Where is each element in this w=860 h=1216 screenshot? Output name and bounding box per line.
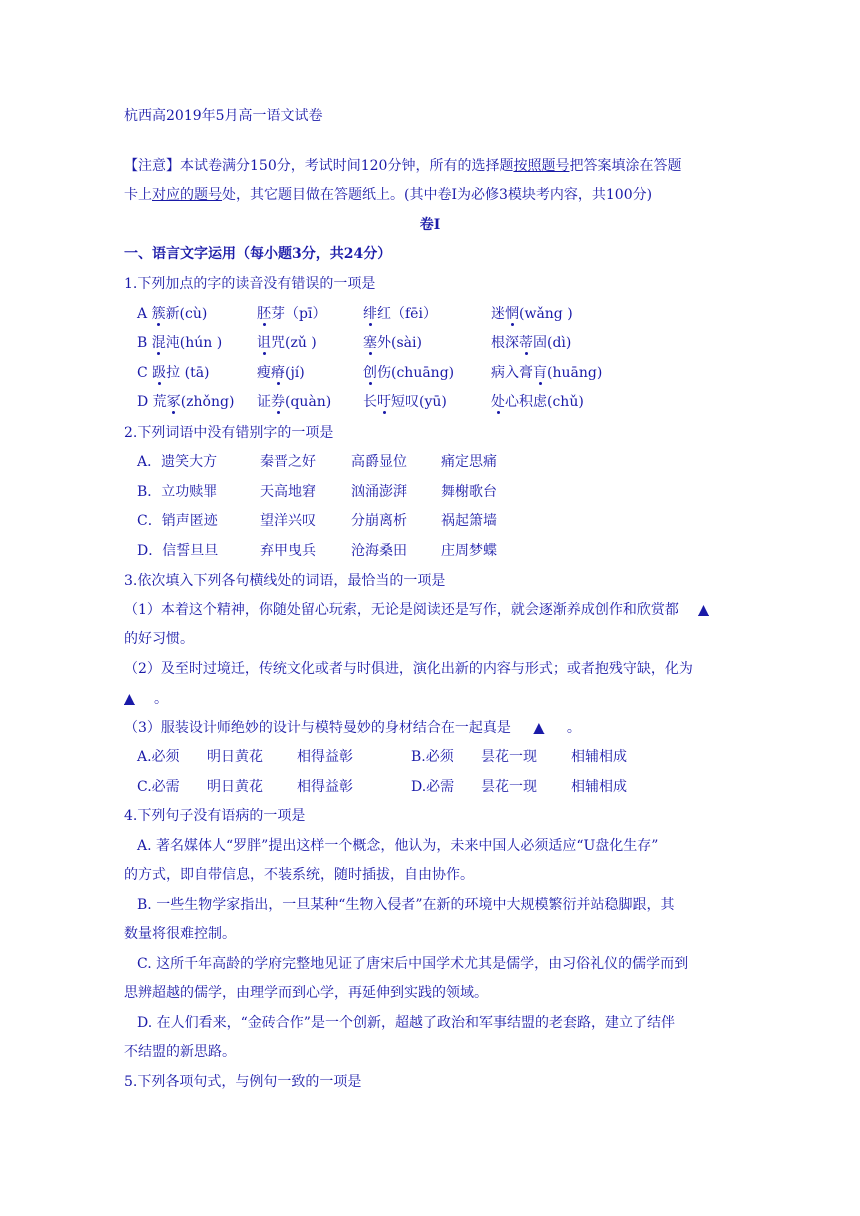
question-4-option-d: D. 在人们看来，“金砖合作”是一个创新，超越了政治和军事结盟的老套路，建立了结伴 [137,1015,675,1031]
option-item: 相辅相成 [571,749,627,765]
option-item [137,364,210,382]
option-item: C.必需 [137,779,180,795]
option-text: 芽（pī） [271,306,327,322]
option-item: 望洋兴叹 [260,513,316,529]
option-text: 伤(chuāng) [377,365,455,381]
option-item [491,334,571,352]
dotted-character: 诅 [257,335,271,351]
option-item [257,334,317,352]
question-4-option-a: A. 著名媒体人“罗胖”提出这样一个概念，他认为，未来中国人必须适应“U盘化生存” [137,838,659,854]
dotted-character: 处 [491,394,505,410]
option-item: 明日黄花 [207,779,263,795]
option-item [363,393,447,411]
notice-text: 【注意】本试卷满分150分，考试时间120分钟，所有的选择题 [124,158,514,174]
question-4-stem: 4.下列句子没有语病的一项是 [124,808,306,824]
dotted-character: 冢 [166,394,181,410]
question-4-option-a-cont: 的方式，即自带信息，不装系统，随时插拔，自由协作。 [124,867,474,883]
notice-line-2 [124,186,652,204]
option-item: 汹涌澎湃 [351,484,407,500]
dotted-character: 绯 [363,306,377,322]
question-4-option-d-cont: 不结盟的新思路。 [124,1044,236,1060]
option-text: (wǎng ) [519,306,573,322]
option-text: 长 [363,394,377,410]
option-item [137,305,207,323]
dotted-character: 胚 [257,306,271,322]
dotted-character: 瘠 [271,365,285,381]
option-item [363,334,422,352]
option-item: 分崩离析 [351,513,407,529]
dotted-character: 创 [363,365,377,381]
question-2-stem: 2.下列词语中没有错别字的一项是 [124,425,334,441]
question-3-sentence-1 [124,601,709,619]
option-text: 瘦 [257,365,271,381]
dotted-character: 肓 [533,365,547,381]
answer-blank: ▲ [698,602,709,618]
option-text: 心积虑(chǔ) [505,394,584,410]
question-3-sentence-1-cont: 的好习惯。 [124,631,194,647]
option-item: B.必须 [411,749,454,765]
option-item [491,364,602,382]
option-item [363,364,454,382]
option-item [491,305,573,323]
option-text: 短叹(yū) [391,394,447,410]
dotted-character: 簇 [151,306,166,322]
sentence-text: （1）本着这个精神，你随处留心玩索，无论是阅读还是写作，就会逐渐养成创作和欣赏都 [124,602,679,618]
notice-underlined: 对应的题号 [152,187,222,203]
dotted-character: 蒂 [519,335,533,351]
question-3-sentence-2-cont [124,690,168,708]
question-4-option-b-cont: 数量将很难控制。 [124,926,236,942]
option-item [491,393,584,411]
dotted-character: 券 [271,394,285,410]
notice-underlined: 按照题号 [513,158,570,174]
option-text: 固(dì) [533,335,572,351]
option-item: 明日黄花 [207,749,263,765]
option-item: 祸起箫墙 [441,513,497,529]
option-item [257,305,326,323]
option-item: D.必需 [411,779,455,795]
option-item: 痛定思痛 [441,454,497,470]
option-text: (quàn) [285,394,332,410]
option-text: C [137,365,153,381]
option-item: 沧海桑田 [351,543,407,559]
option-text: 拉 (tā) [166,365,210,381]
option-text: 新(cù) [165,306,208,322]
volume-heading: 卷Ⅰ [419,217,441,233]
option-text: (huāng) [547,365,603,381]
option-text: A [137,306,152,322]
answer-blank: ▲ [533,720,545,736]
option-item: 相辅相成 [571,779,627,795]
question-4-option-b: B. 一些生物学家指出，一旦某种“生物入侵者”在新的环境中大规模繁衍并站稳脚跟，其 [137,897,675,913]
section-heading: 一、语言文字运用（每小题3分，共24分） [124,246,392,262]
sentence-text: 。 [566,720,581,736]
option-item [257,364,305,382]
notice-text: 卡上 [124,187,152,203]
option-text: 迷 [491,306,505,322]
dotted-character: 混 [151,335,166,351]
answer-blank: ▲ [124,691,135,707]
option-text: 咒(zǔ ) [271,335,317,351]
question-5-stem: 5.下列各项句式，与例句一致的一项是 [124,1074,362,1090]
option-text: 沌(hún ) [165,335,223,351]
option-text: 外(sài) [377,335,422,351]
notice-text: 把答案填涂在答题 [569,158,682,174]
dotted-character: 塞 [363,335,377,351]
option-item: 秦晋之好 [260,454,316,470]
option-item: C．销声匿迹 [137,513,218,529]
question-3-sentence-3 [124,719,581,737]
option-item: 昙花一现 [481,779,537,795]
option-item [257,393,331,411]
exam-title: 杭西高2019年5月高一语文试卷 [124,108,323,124]
option-text: 红（fēi） [377,306,437,322]
option-text: (jí) [285,365,305,381]
option-text: 证 [257,394,271,410]
option-item: A．遗笑大方 [137,454,218,470]
option-item: 相得益彰 [297,779,353,795]
option-item: B．立功赎罪 [137,484,218,500]
question-3-sentence-2: （2）及至时过境迁，传统文化或者与时俱进，演化出新的内容与形式；或者抱残守缺，化为 [124,661,693,677]
option-item: 天高地窘 [260,484,316,500]
sentence-text: （3）服装设计师绝妙的设计与模特曼妙的身材结合在一起真是 [124,720,511,736]
option-text: 根深 [491,335,519,351]
option-item: 昙花一现 [481,749,537,765]
option-item: 弃甲曳兵 [260,543,316,559]
dotted-character: 惘 [505,306,519,322]
option-item: 相得益彰 [297,749,353,765]
notice-line-1 [124,157,681,175]
option-text: (zhǒng) [180,394,235,410]
option-item: A.必须 [137,749,180,765]
option-item [137,334,222,352]
option-text: B [137,335,152,351]
option-text: 病入膏 [491,365,533,381]
option-item [363,305,437,323]
question-1-stem: 1.下列加点的字的读音没有错误的一项是 [124,276,376,292]
option-text: D 荒 [137,394,167,410]
dotted-character: 吁 [377,394,391,410]
option-item: D．信誓旦旦 [137,543,219,559]
notice-text: 处，其它题目做在答题纸上。(其中卷Ⅰ为必修3模块考内容，共100分) [222,187,653,203]
option-item: 庄周梦蝶 [441,543,497,559]
question-4-option-c-cont: 思辨超越的儒学，由理学而到心学，再延伸到实践的领域。 [124,985,488,1001]
option-item [137,393,234,411]
sentence-text: 。 [154,691,168,707]
option-item: 舞榭歌台 [441,484,497,500]
dotted-character: 趿 [152,365,167,381]
question-4-option-c: C. 这所千年高龄的学府完整地见证了唐宋后中国学术尤其是儒学，由习俗礼仪的儒学而到 [137,956,689,972]
question-3-stem: 3.依次填入下列各句横线处的词语，最恰当的一项是 [124,573,446,589]
option-item: 高爵显位 [351,454,407,470]
